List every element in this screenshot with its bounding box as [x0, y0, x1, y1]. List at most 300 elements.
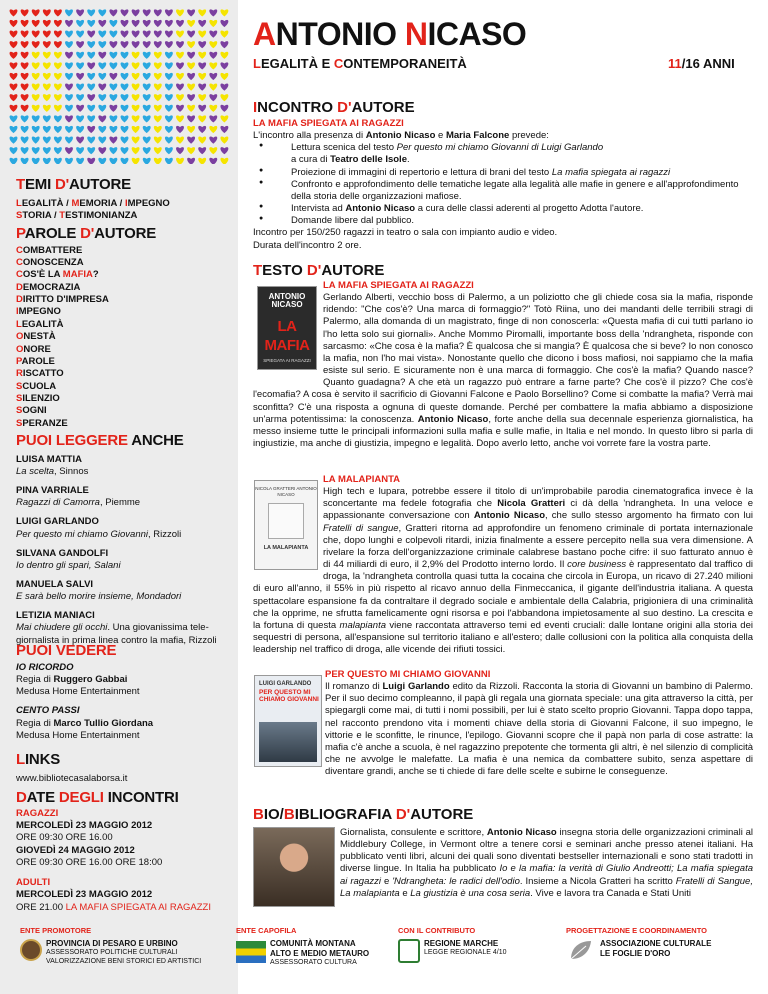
heart-icon	[54, 41, 62, 48]
bio-heading: BIO/BIBLIOGRAFIA D'AUTORE	[253, 806, 474, 823]
heart-icon	[98, 158, 106, 164]
heart-icon	[65, 84, 73, 91]
heart-icon	[121, 31, 129, 38]
heart-icon	[220, 62, 228, 69]
heart-icon	[187, 31, 195, 38]
heart-icon	[10, 52, 18, 59]
book-author: LETIZIA MANIACI	[16, 610, 95, 622]
footer-promotore	[20, 926, 230, 967]
book-title: Mai chiudere gli occhi. Una giovanissima tele-giornalista in prima linea contro la mafia, Rizzoli	[16, 622, 217, 646]
parola-item: COMBATTERE	[16, 244, 83, 256]
heart-icon	[43, 126, 51, 133]
book-item	[16, 579, 230, 603]
heart-icon	[109, 41, 117, 48]
heart-icon	[10, 137, 18, 144]
heart-icon	[109, 158, 117, 164]
heart-icon	[220, 94, 228, 101]
heart-icon	[43, 115, 51, 122]
temi-line: LEGALITÀ / MEMORIA / IMPEGNO	[16, 197, 170, 209]
parola-item: RISCATTO	[16, 368, 64, 380]
heart-icon	[176, 31, 184, 38]
heart-icon	[87, 94, 95, 101]
incontro-bullets	[253, 142, 753, 227]
heart-icon	[65, 147, 73, 154]
heart-icon	[143, 62, 151, 69]
heart-icon	[176, 52, 184, 59]
heart-icon	[32, 94, 40, 101]
heart-icon	[220, 52, 228, 59]
heart-icon	[121, 73, 129, 80]
heart-icon	[165, 20, 173, 27]
heart-icon	[87, 147, 95, 154]
heart-icon	[21, 73, 29, 80]
heart-icon	[65, 41, 73, 48]
heart-icon	[21, 20, 29, 27]
heart-icon	[21, 115, 29, 122]
heart-icon	[54, 31, 62, 38]
heart-icon	[220, 73, 228, 80]
heart-icon	[54, 115, 62, 122]
heart-icon	[209, 105, 217, 112]
date-label: ADULTI	[16, 877, 51, 889]
heart-icon	[176, 73, 184, 80]
heart-icon	[98, 73, 106, 80]
heart-icon	[143, 137, 151, 144]
heart-icon	[132, 94, 140, 101]
heart-icon	[165, 31, 173, 38]
heart-icon	[10, 62, 18, 69]
heart-icon	[76, 41, 84, 48]
heart-icon	[132, 20, 140, 27]
parola-item: LEGALITÀ	[16, 318, 64, 330]
parola-item: ONORE	[16, 343, 51, 355]
heart-icon	[21, 52, 29, 59]
comunita-montana-logo-icon	[236, 941, 266, 963]
incontro-bullet: ● Intervista ad Antonio Nicaso a cura delle classi aderenti al progetto Adotta l'autore.	[253, 203, 753, 215]
heart-icon	[10, 73, 18, 80]
heart-icon	[176, 105, 184, 112]
heart-icon	[132, 62, 140, 69]
heart-icon	[187, 105, 195, 112]
heart-icon	[132, 9, 140, 16]
heart-icon	[87, 137, 95, 144]
parola-item: SILENZIO	[16, 392, 60, 404]
heart-icon	[109, 126, 117, 133]
heart-icon	[109, 137, 117, 144]
heart-icon	[209, 31, 217, 38]
heart-icon	[32, 20, 40, 27]
temi-section	[16, 177, 230, 222]
heart-icon	[54, 105, 62, 112]
book-author: LUISA MATTIA	[16, 453, 82, 465]
book-item	[16, 454, 230, 478]
film-director: Regia di Ruggero Gabbai	[16, 674, 128, 686]
parola-item: SCUOLA	[16, 380, 57, 392]
heart-icon	[220, 105, 228, 112]
heart-icon	[43, 94, 51, 101]
parola-item: IMPEGNO	[16, 306, 61, 318]
heart-icon	[109, 84, 117, 91]
heart-icon	[98, 126, 106, 133]
heart-icon	[220, 31, 228, 38]
heart-icon	[54, 73, 62, 80]
heart-icon	[10, 158, 18, 164]
heart-icon	[209, 73, 217, 80]
heart-icon	[209, 20, 217, 27]
heart-icon	[198, 105, 206, 112]
heart-icon	[54, 9, 62, 16]
heart-icon	[10, 20, 18, 27]
heart-icon	[121, 84, 129, 91]
date-line: ORE 09:30 ORE 16.00 ORE 18:00	[16, 856, 163, 868]
heart-icon	[65, 158, 73, 164]
heart-icon	[76, 52, 84, 59]
heart-icon	[65, 126, 73, 133]
book-item	[16, 548, 230, 572]
heart-icon	[21, 105, 29, 112]
heart-icon	[187, 84, 195, 91]
footer-label: ENTE PROMOTORE	[20, 926, 92, 935]
heart-icon	[32, 31, 40, 38]
dates-list	[16, 808, 230, 902]
heart-icon	[198, 52, 206, 59]
heart-icon	[43, 73, 51, 80]
heart-icon	[132, 147, 140, 154]
heart-icon	[209, 147, 217, 154]
heart-icon	[109, 73, 117, 80]
heart-icon	[143, 20, 151, 27]
heart-icon	[109, 31, 117, 38]
heart-icon	[154, 137, 162, 144]
foglie-oro-logo-icon	[568, 939, 594, 961]
heart-icon	[132, 105, 140, 112]
heart-icon	[209, 84, 217, 91]
book-title: La scelta, Sinnos	[16, 465, 89, 477]
heart-icon	[198, 84, 206, 91]
heart-icon	[198, 137, 206, 144]
heart-icon	[198, 9, 206, 16]
book-author: PINA VARRIALE	[16, 485, 89, 497]
heart-icon	[32, 126, 40, 133]
footer-capofila	[236, 926, 396, 968]
heart-icon	[132, 115, 140, 122]
heart-icon	[176, 115, 184, 122]
heart-icon	[220, 158, 228, 164]
heart-icon	[10, 115, 18, 122]
heart-icon	[198, 147, 206, 154]
footer-org: ALTO E MEDIO METAURO	[270, 948, 370, 958]
heart-icon	[43, 158, 51, 164]
film-item	[16, 662, 230, 699]
heart-icon	[165, 126, 173, 133]
heart-icon	[209, 52, 217, 59]
incontro-bullet: ● Lettura scenica del testo Per questo mi chiamo Giovanni di Luigi Garlando a cura di Teatro delle Isole.	[253, 142, 753, 166]
heart-icon	[154, 158, 162, 164]
heart-icon	[187, 126, 195, 133]
heart-icon	[98, 137, 106, 144]
heart-icon	[98, 9, 106, 16]
footer-org: ASSOCIAZIONE CULTURALE	[600, 938, 712, 948]
heart-icon	[143, 158, 151, 164]
parola-item: COS'È LA MAFIA?	[16, 269, 99, 281]
heart-icon	[98, 62, 106, 69]
heart-icon	[32, 105, 40, 112]
heart-icon	[187, 62, 195, 69]
heart-icon	[32, 9, 40, 16]
heart-icon	[65, 62, 73, 69]
heart-icon	[187, 73, 195, 80]
heart-icon	[176, 84, 184, 91]
heart-icon	[65, 20, 73, 27]
heart-icon	[32, 73, 40, 80]
heart-icon	[109, 9, 117, 16]
incontro-bullet: ● Domande libere dal pubblico.	[253, 215, 753, 227]
date-section	[16, 790, 230, 914]
heart-icon	[76, 137, 84, 144]
heart-icon	[143, 115, 151, 122]
incontro-intro: L'incontro alla presenza di Antonio Nicaso e Maria Falcone prevede:	[253, 130, 549, 142]
cover-title: PER QUESTO MI CHIAMO GIOVANNI	[259, 689, 319, 703]
heart-icon	[209, 9, 217, 16]
heart-icon	[98, 94, 106, 101]
heart-icon	[209, 158, 217, 164]
book-item	[16, 516, 230, 540]
heart-icon	[132, 41, 140, 48]
heart-icon	[87, 115, 95, 122]
heart-icon	[54, 94, 62, 101]
heart-icon	[132, 137, 140, 144]
heart-icon	[220, 147, 228, 154]
heart-icon	[65, 94, 73, 101]
heart-icon	[87, 73, 95, 80]
heart-icon	[76, 158, 84, 164]
heart-icon	[154, 94, 162, 101]
heart-icon	[198, 62, 206, 69]
sidebar	[0, 0, 238, 994]
heart-icon	[143, 126, 151, 133]
heart-icon	[10, 126, 18, 133]
heart-icon	[187, 137, 195, 144]
heart-icon	[187, 94, 195, 101]
heart-icon	[87, 126, 95, 133]
heart-icon	[143, 73, 151, 80]
heart-icon	[54, 20, 62, 27]
heart-icon	[109, 52, 117, 59]
book-2	[253, 474, 753, 656]
leggere-section	[16, 433, 230, 647]
heart-icon	[43, 137, 51, 144]
heart-icon	[198, 20, 206, 27]
heart-icon	[143, 52, 151, 59]
heart-icon	[43, 31, 51, 38]
heart-icon	[132, 158, 140, 164]
author-photo	[253, 827, 335, 907]
heart-icon	[54, 158, 62, 164]
heart-icon	[21, 41, 29, 48]
heart-icon	[220, 9, 228, 16]
heart-icon	[65, 115, 73, 122]
heart-icon	[76, 73, 84, 80]
heart-icon	[154, 105, 162, 112]
heart-icon	[54, 52, 62, 59]
parola-item: DIRITTO D'IMPRESA	[16, 294, 109, 306]
heart-icon	[176, 62, 184, 69]
book-author: LUIGI GARLANDO	[16, 516, 99, 528]
vedere-section	[16, 643, 230, 742]
heart-icon	[76, 94, 84, 101]
heart-icon	[87, 84, 95, 91]
heart-icon	[165, 105, 173, 112]
heart-icon	[154, 62, 162, 69]
book-title: E sarà bello morire insieme, Mondadori	[16, 591, 182, 603]
heart-icon	[198, 94, 206, 101]
heart-icon	[220, 126, 228, 133]
heart-icon	[154, 73, 162, 80]
footer-small: ASSESSORATO CULTURA	[270, 959, 357, 967]
heart-icon	[10, 41, 18, 48]
heart-icon	[65, 73, 73, 80]
heart-icon	[10, 84, 18, 91]
date-line: MERCOLEDÌ 23 MAGGIO 2012	[16, 820, 153, 832]
heart-icon	[98, 147, 106, 154]
heart-icon	[121, 94, 129, 101]
hearts-pattern	[8, 6, 230, 164]
heart-icon	[209, 137, 217, 144]
book-2-text: High tech e lupara, potrebbe essere il titolo di un'improbabile parodia cinematografica invece è la sconcertante ma fedele fotografia che Nicola Gratteri ci dà della 'ndrangheta. In una veloce e appassionante conversazione con Antonio Nicaso, che sullo stesso argomento ha firmato con lui Fratelli di sangue, Gratteri ritorna ad approfondire un fenomeno criminale di portata internazionale che, dopo lunghi e colpevoli ritardi, inizia finalmente a essere percepito nella sua vera dimensione. A rivelare la forza dell'organizzazione criminale calabrese bastano poche cifre: il suo fatturato annuo è di 44 miliardi di euro, il 2,9% del Prodotto interno lordo. Il core business è rappresentato dal traffico di droga, la 'ndrangheta controlla quasi tutta la cocaina che circola in Europa, un ricavo di 27.240 milioni di euro all'anno, il 55% in più rispetto al ricavo annuo della Finmeccanica, il gigante dell'industria italiana. A questa spettacolare espansione fa da contraltare il degrado sociale e ambientale della Calabria, prigioniera di una criminalità che la opprime, ne sfrutta famelicamente ogni risorsa e poi l'abbandona impietosamente al suo destino. La crescita e la fortuna di questa malapianta viene raccontata attraverso temi ed eventi cruciali: dalle lontane origini alla storia dei sequestri di persona, all'espansione sul territorio italiano e all'estero; dalle collusioni con la politica alla conquista della leadership nel traffico di droga, alle vicende dei rifiuti tossici.	[253, 486, 754, 656]
heart-icon	[220, 115, 228, 122]
heart-icon	[165, 9, 173, 16]
film-producer: Medusa Home Entertainment	[16, 686, 140, 698]
heart-icon	[43, 62, 51, 69]
temi-heading: TEMI D'AUTORE	[16, 176, 131, 193]
date-line: ORE 21.00 LA MAFIA SPIEGATA AI RAGAZZI	[16, 901, 211, 913]
heart-icon	[121, 20, 129, 27]
film-title: IO RICORDO	[16, 661, 74, 673]
heart-icon	[198, 41, 206, 48]
heart-icon	[220, 41, 228, 48]
heart-icon	[76, 84, 84, 91]
heart-icon	[43, 52, 51, 59]
heart-icon	[154, 9, 162, 16]
link-url[interactable]: www.bibliotecasalaborsa.it	[16, 772, 128, 784]
footer-org: REGIONE MARCHE	[424, 938, 499, 948]
heart-icon	[176, 147, 184, 154]
heart-icon	[121, 137, 129, 144]
book-2-title: LA MALAPIANTA	[323, 474, 401, 485]
heart-icon	[76, 9, 84, 16]
heart-icon	[165, 115, 173, 122]
heart-icon	[10, 94, 18, 101]
heart-icon	[10, 147, 18, 154]
heart-icon	[87, 52, 95, 59]
heart-icon	[32, 52, 40, 59]
heart-icon	[54, 147, 62, 154]
parola-item: SOGNI	[16, 405, 47, 417]
heart-icon	[187, 41, 195, 48]
heart-icon	[87, 105, 95, 112]
heart-icon	[98, 52, 106, 59]
heart-icon	[109, 94, 117, 101]
heart-icon	[76, 126, 84, 133]
heart-icon	[121, 52, 129, 59]
heart-icon	[176, 9, 184, 16]
links-heading: LINKS	[16, 751, 61, 768]
footer-org: COMUNITÀ MONTANA	[270, 938, 356, 948]
cover-author: NICOLA GRATTERI ANTONIO NICASO	[255, 486, 317, 497]
page-title: ANTONIO NICASO	[253, 16, 527, 52]
heart-icon	[21, 137, 29, 144]
heart-icon	[165, 73, 173, 80]
heart-icon	[76, 115, 84, 122]
heart-icon	[98, 31, 106, 38]
heart-icon	[21, 62, 29, 69]
heart-icon	[54, 62, 62, 69]
film-producer: Medusa Home Entertainment	[16, 729, 140, 741]
heart-icon	[65, 52, 73, 59]
heart-icon	[154, 41, 162, 48]
book-author: SILVANA GANDOLFI	[16, 547, 109, 559]
footer-label: PROGETTAZIONE E COORDINAMENTO	[566, 926, 707, 935]
heart-icon	[87, 62, 95, 69]
heart-icon	[187, 147, 195, 154]
book-1	[253, 280, 753, 450]
heart-icon	[198, 115, 206, 122]
heart-icon	[87, 41, 95, 48]
heart-icon	[187, 158, 195, 164]
parola-item: DEMOCRAZIA	[16, 281, 81, 293]
heart-icon	[176, 41, 184, 48]
age-range: 11/16 ANNI	[668, 56, 735, 71]
incontro-bullet: ● Proiezione di immagini di repertorio e lettura di brani del testo La mafia spiegata ai ragazzi	[253, 167, 753, 179]
heart-icon	[176, 126, 184, 133]
heart-icon	[32, 115, 40, 122]
heart-icon	[121, 158, 129, 164]
cover-author: LUIGI GARLANDO	[259, 681, 312, 687]
heart-icon	[143, 31, 151, 38]
heart-icon	[132, 84, 140, 91]
leggere-heading: PUOI LEGGERE ANCHE	[16, 432, 184, 449]
heart-icon	[176, 158, 184, 164]
heart-icon	[132, 52, 140, 59]
parola-item: ONESTÀ	[16, 331, 56, 343]
heart-icon	[165, 62, 173, 69]
heart-icon	[165, 147, 173, 154]
book-title: Ragazzi di Camorra, Piemme	[16, 497, 141, 509]
heart-icon	[65, 105, 73, 112]
footer-small: VALORIZZAZIONE BENI STORICI ED ARTISTICI	[46, 957, 202, 965]
heart-icon	[198, 31, 206, 38]
heart-icon	[32, 41, 40, 48]
heart-icon	[165, 137, 173, 144]
heart-icon	[220, 20, 228, 27]
heart-icon	[143, 105, 151, 112]
heart-icon	[109, 20, 117, 27]
heart-icon	[165, 41, 173, 48]
heart-icon	[121, 105, 129, 112]
heart-icon	[165, 94, 173, 101]
heart-icon	[121, 126, 129, 133]
heart-icon	[154, 20, 162, 27]
heart-icon	[154, 84, 162, 91]
heart-icon	[76, 31, 84, 38]
heart-icon	[121, 62, 129, 69]
parole-heading: PAROLE D'AUTORE	[16, 225, 157, 242]
heart-icon	[143, 94, 151, 101]
heart-icon	[165, 52, 173, 59]
heart-icon	[54, 126, 62, 133]
heart-icon	[198, 73, 206, 80]
heart-icon	[65, 137, 73, 144]
